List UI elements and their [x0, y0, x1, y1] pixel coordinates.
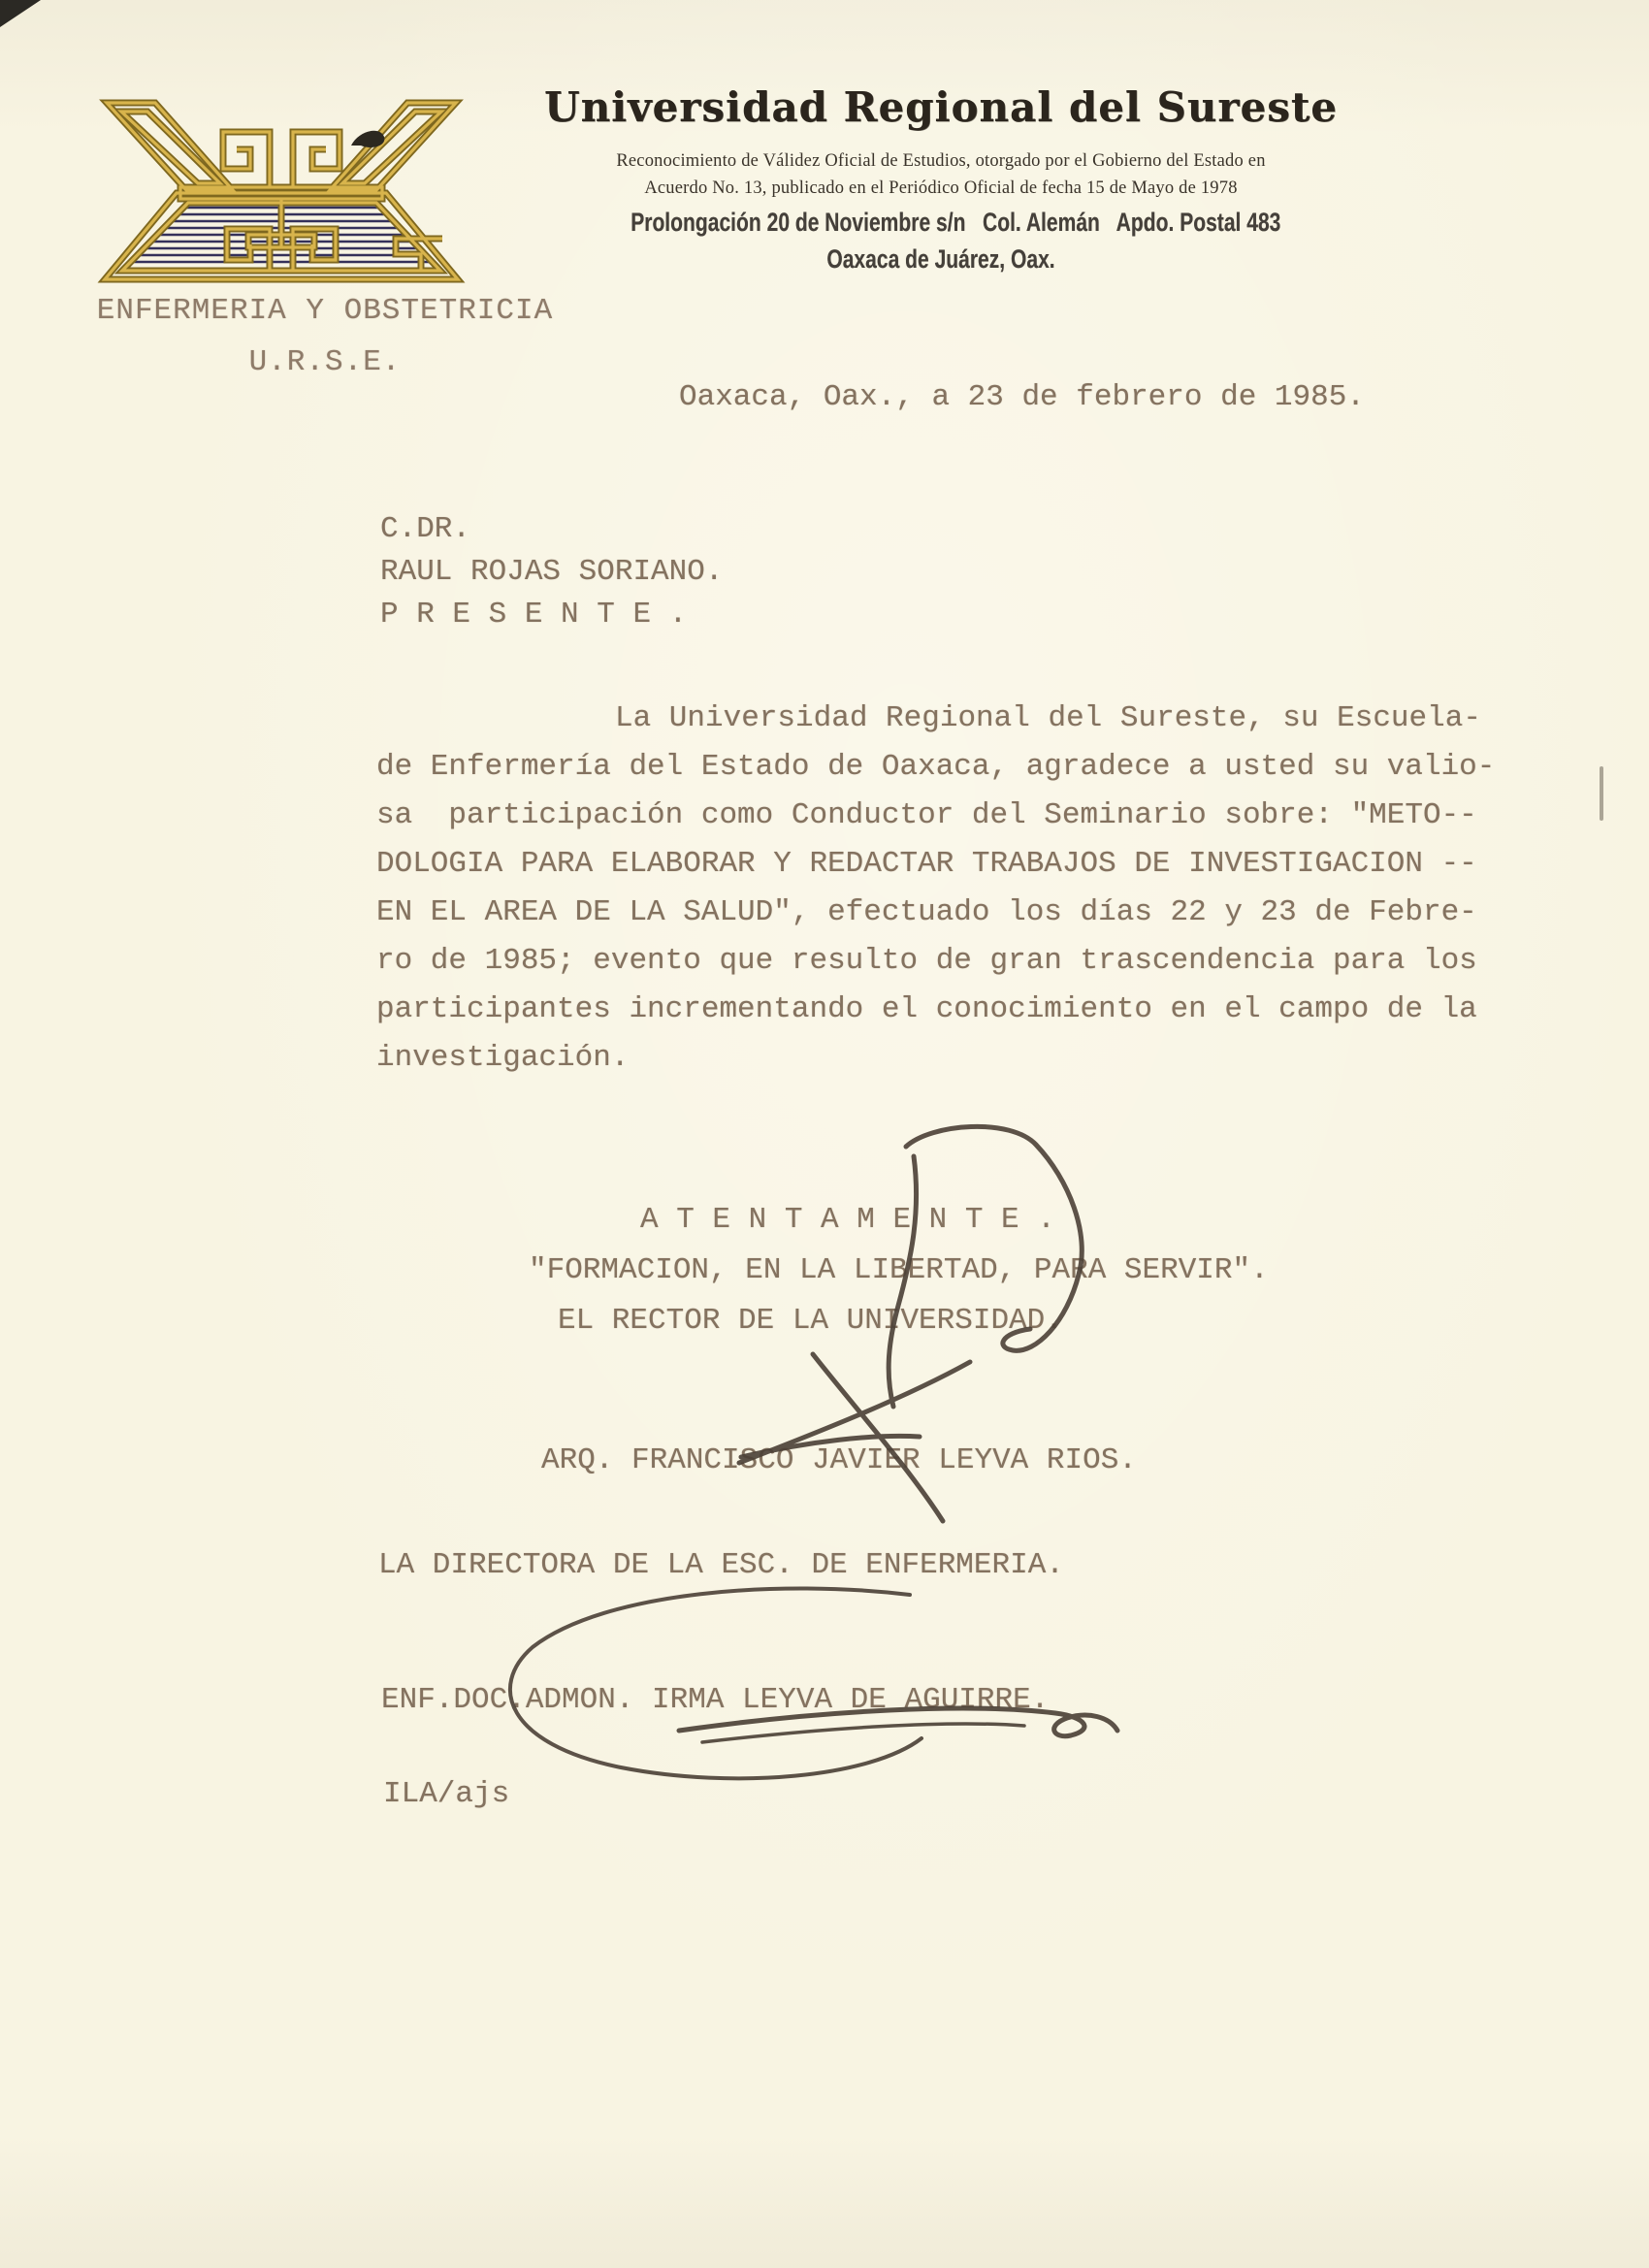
letterhead-recognition-line2: Acuerdo No. 13, publicado en el Periódico Oficial de fecha 15 de Mayo de 1978	[644, 178, 1238, 198]
letterhead-address-line1: Prolongación 20 de Noviembre s/n Col. Alemán Apdo. Postal 483	[630, 208, 1281, 237]
body-line: participantes incrementando el conocimiento en el campo de la	[376, 992, 1477, 1026]
recipient-line1: C.DR.	[380, 512, 471, 546]
rector-title: EL RECTOR DE LA UNIVERSIDAD.	[558, 1304, 1063, 1338]
scan-artifact-edge	[1600, 766, 1603, 821]
body-line: ro de 1985; evento que resulto de gran trascendencia para los	[376, 944, 1477, 978]
letterhead-title: Universidad Regional del Sureste	[544, 83, 1338, 131]
typist-initials: ILA/ajs	[383, 1777, 510, 1811]
body-line: sa participación como Conductor del Seminario sobre: "METO--	[376, 798, 1477, 832]
recipient-line3: P R E S E N T E .	[380, 598, 688, 632]
director-title: LA DIRECTORA DE LA ESC. DE ENFERMERIA.	[378, 1548, 1064, 1582]
recipient-line2: RAUL ROJAS SORIANO.	[380, 555, 724, 589]
university-logo zapotec-greca-logo-icon	[97, 93, 466, 287]
body-line: DOLOGIA PARA ELABORAR Y REDACTAR TRABAJOS DE INVESTIGACION --	[376, 847, 1477, 881]
body-line: de Enfermería del Estado de Oaxaca, agradece a usted su valio-	[376, 750, 1496, 784]
director-name: ENF.DOC.ADMON. IRMA LEYVA DE AGUIRRE.	[381, 1683, 1050, 1717]
body-line: EN EL AREA DE LA SALUD", efectuado los días 22 y 23 de Febre-	[376, 895, 1477, 929]
dateline: Oaxaca, Oax., a 23 de febrero de 1985.	[679, 380, 1365, 414]
letter-body	[376, 695, 1495, 1083]
department-stamp-line2: U.R.S.E.	[248, 345, 402, 379]
scan-artifact-corner	[0, 0, 41, 27]
closing-motto: "FORMACION, EN LA LIBERTAD, PARA SERVIR".	[529, 1253, 1269, 1287]
rector-name: ARQ. FRANCISCO JAVIER LEYVA RIOS.	[541, 1443, 1137, 1477]
letterhead-recognition-line1: Reconocimiento de Válidez Oficial de Estudios, otorgado por el Gobierno del Estado en	[616, 151, 1266, 171]
logo-ink-curl	[351, 131, 384, 147]
department-stamp-line1: ENFERMERIA Y OBSTETRICIA	[96, 294, 554, 328]
letterhead-address-line2: Oaxaca de Juárez, Oax.	[826, 244, 1055, 274]
body-line: investigación.	[376, 1041, 630, 1075]
body-line: La Universidad Regional del Sureste, su Escuela-	[615, 701, 1481, 735]
closing-salutation: A T E N T A M E N T E .	[640, 1203, 1055, 1237]
